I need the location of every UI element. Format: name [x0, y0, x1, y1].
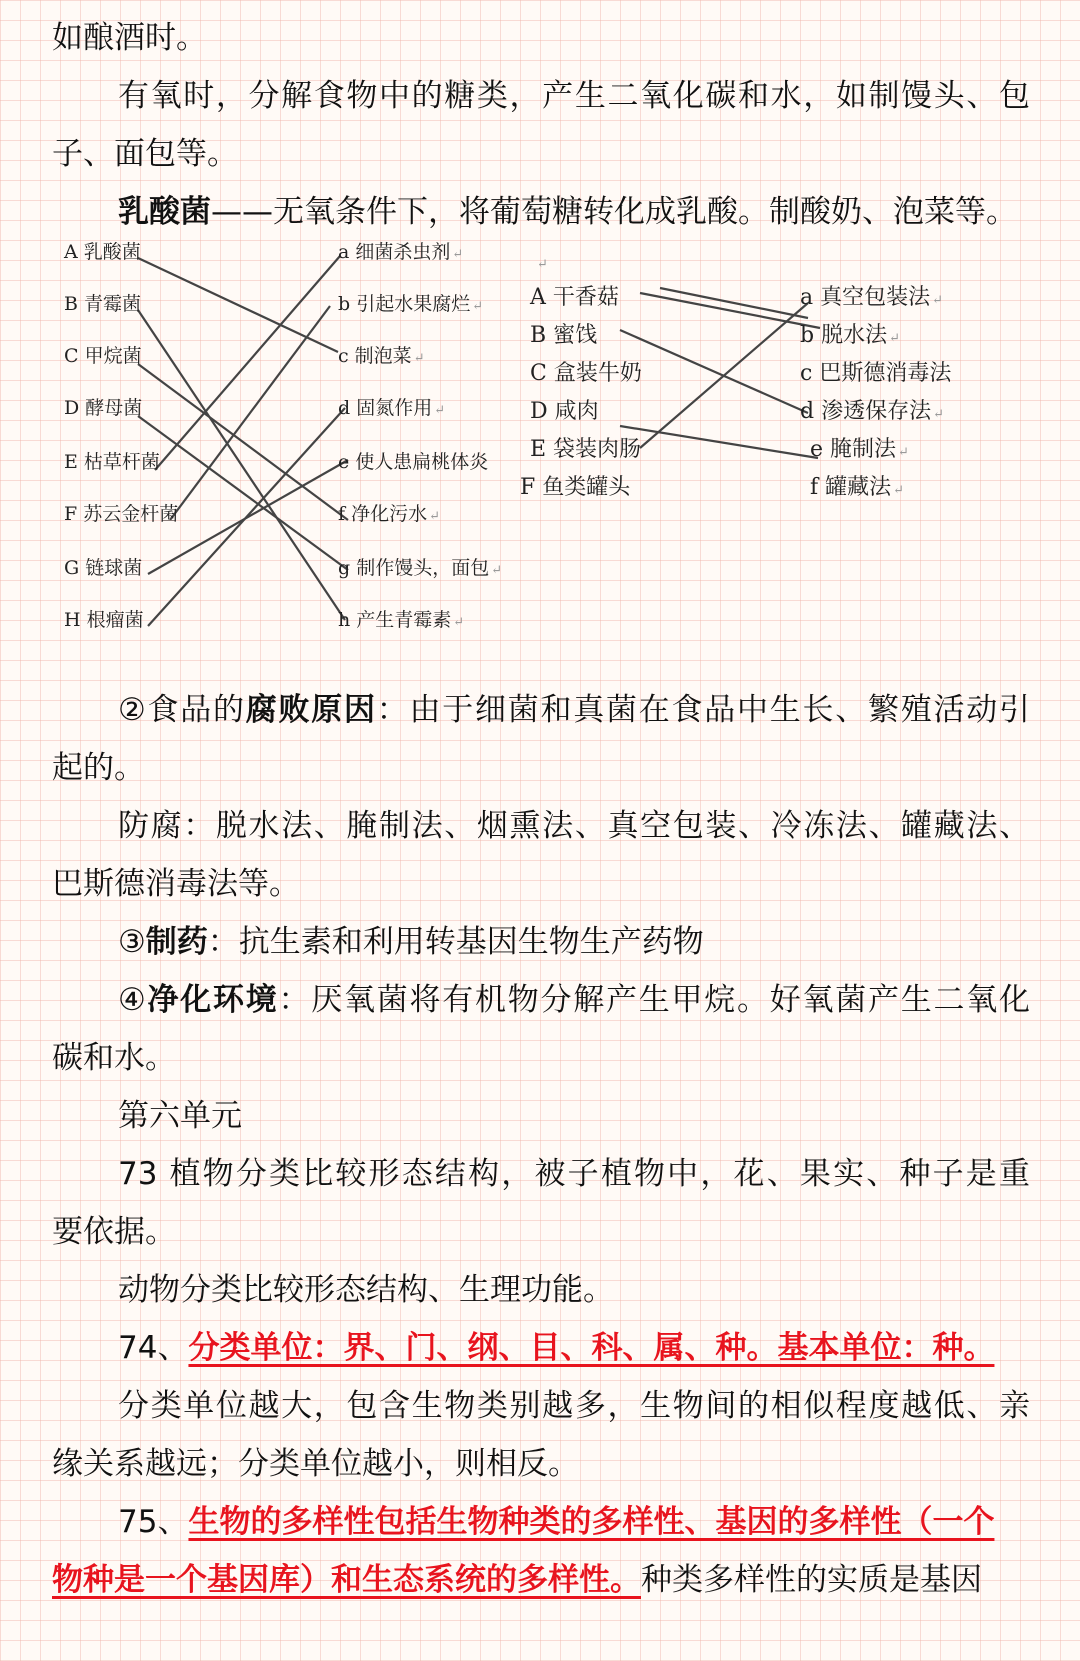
return-mark: ↵	[893, 483, 905, 498]
item-label: F 苏云金杆菌	[64, 503, 179, 525]
highlight-text: 分类单位：界、门、纲、目、科、属、种。基本单位：种。	[188, 1330, 995, 1366]
return-mark: ↵	[537, 257, 548, 272]
bold-term: 腐败原因	[245, 692, 377, 728]
return-mark: ↵	[898, 445, 909, 460]
item-label: e 使人患扁桃体炎	[338, 451, 489, 473]
return-mark: ↵	[491, 563, 503, 578]
item-label: A 乳酸菌	[64, 241, 141, 263]
matching-diagram	[60, 241, 1040, 678]
return-mark: ↵	[453, 615, 465, 630]
text-line: 动物分类比较形态结构、生理功能。	[118, 1272, 614, 1308]
text-line: 巴斯德消毒法等。	[52, 866, 300, 902]
item-label: c 制泡菜 ↵	[338, 345, 425, 367]
item-label: B 青霉菌	[64, 293, 142, 315]
match-line	[640, 293, 820, 328]
section-heading: 第六单元	[118, 1098, 242, 1134]
return-mark: ↵	[932, 293, 944, 308]
item-label: E 枯草杆菌	[64, 451, 160, 473]
highlight-text: 物种是一个基因库）和生态系统的多样性。	[52, 1562, 641, 1598]
item-label: C 甲烷菌	[64, 345, 142, 367]
bold-term: 净化环境	[147, 982, 279, 1018]
item-label: a 细菌杀虫剂 ↵	[338, 241, 464, 263]
item-label: a 真空包装法 ↵	[800, 285, 944, 310]
item-label: A 干香菇	[530, 285, 619, 310]
item-label: F 鱼类罐头	[520, 475, 631, 500]
item-label: B 蜜饯	[530, 323, 598, 348]
text-span: ——无氧条件下，将葡萄糖转化成乳酸。制酸奶、泡菜等。	[211, 194, 1017, 230]
item-label: g 制作馒头，面包 ↵	[338, 557, 503, 579]
match-line	[155, 256, 340, 470]
return-mark: ↵	[933, 407, 944, 422]
text-line: 物种是一个基因库）和生态系统的多样性。种类多样性的实质是基因	[52, 1562, 982, 1598]
match-line	[660, 288, 808, 318]
text-line: 子、面包等。	[52, 136, 238, 172]
text-line	[118, 192, 1080, 232]
item-label: D 咸肉	[530, 399, 599, 424]
item-label: f 罐藏法 ↵	[810, 475, 905, 500]
item-label: G 链球菌	[64, 557, 143, 579]
item-label: H 根瘤菌	[64, 609, 144, 631]
text-line: 74、分类单位：界、门、纲、目、科、属、种。基本单位：种。	[118, 1330, 995, 1366]
return-mark: ↵	[472, 299, 484, 314]
item-label: b 引起水果腐烂 ↵	[338, 293, 484, 315]
text-line: 有氧时，分解食物中的糖类，产生二氧化碳和水，如制馒头、包	[118, 78, 1030, 114]
item-label: f 净化污水 ↵	[338, 503, 440, 525]
return-mark: ↵	[429, 509, 440, 524]
text-line: 缘关系越远；分类单位越小，则相反。	[52, 1446, 579, 1482]
match-line	[620, 426, 818, 458]
item-label: d 渗透保存法 ↵	[800, 399, 944, 424]
item-label: b 脱水法 ↵	[800, 323, 900, 348]
text-line: 起的。	[52, 750, 145, 786]
item-label: h 产生青霉素 ↵	[338, 609, 465, 631]
return-mark: ↵	[452, 247, 464, 262]
item-label: c 巴斯德消毒法	[800, 361, 952, 386]
bold-term: 制药	[145, 924, 208, 960]
text-line: 防腐：脱水法、腌制法、烟熏法、真空包装、冷冻法、罐藏法、	[118, 808, 1030, 844]
text-line: 要依据。	[52, 1214, 176, 1250]
item-label: E 袋装肉肠	[530, 437, 642, 462]
match-line	[138, 258, 338, 352]
text-line: 73 植物分类比较形态结构，被子植物中，花、果实、种子是重	[118, 1156, 1030, 1192]
item-label: d 固氮作用 ↵	[338, 397, 446, 419]
match-line	[138, 364, 348, 520]
match-line	[620, 330, 808, 413]
highlight-text: 生物的多样性包括生物种类的多样性、基因的多样性（一个	[188, 1504, 995, 1540]
item-label: e 腌制法 ↵	[810, 437, 909, 462]
text-line: ③制药：抗生素和利用转基因生物生产药物	[118, 924, 704, 960]
item-label: D 酵母菌	[64, 397, 143, 419]
bold-term: 乳酸菌	[118, 194, 211, 230]
text-line: ②食品的腐败原因：由于细菌和真菌在食品中生长、繁殖活动引	[118, 692, 1031, 728]
match-line	[640, 303, 808, 448]
return-mark: ↵	[413, 351, 425, 366]
text-line: ④净化环境：厌氧菌将有机物分解产生甲烷。好氧菌产生二氧化	[118, 982, 1031, 1018]
text-line: 75、生物的多样性包括生物种类的多样性、基因的多样性（一个	[118, 1504, 995, 1540]
return-mark: ↵	[434, 403, 446, 418]
item-label: C 盒装牛奶	[530, 361, 642, 386]
match-line	[138, 310, 345, 620]
return-mark: ↵	[889, 331, 900, 346]
text-line: 如酿酒时。	[52, 20, 207, 56]
text-line: 碳和水。	[52, 1040, 176, 1076]
text-line: 分类单位越大，包含生物类别越多，生物间的相似程度越低、亲	[118, 1388, 1030, 1424]
